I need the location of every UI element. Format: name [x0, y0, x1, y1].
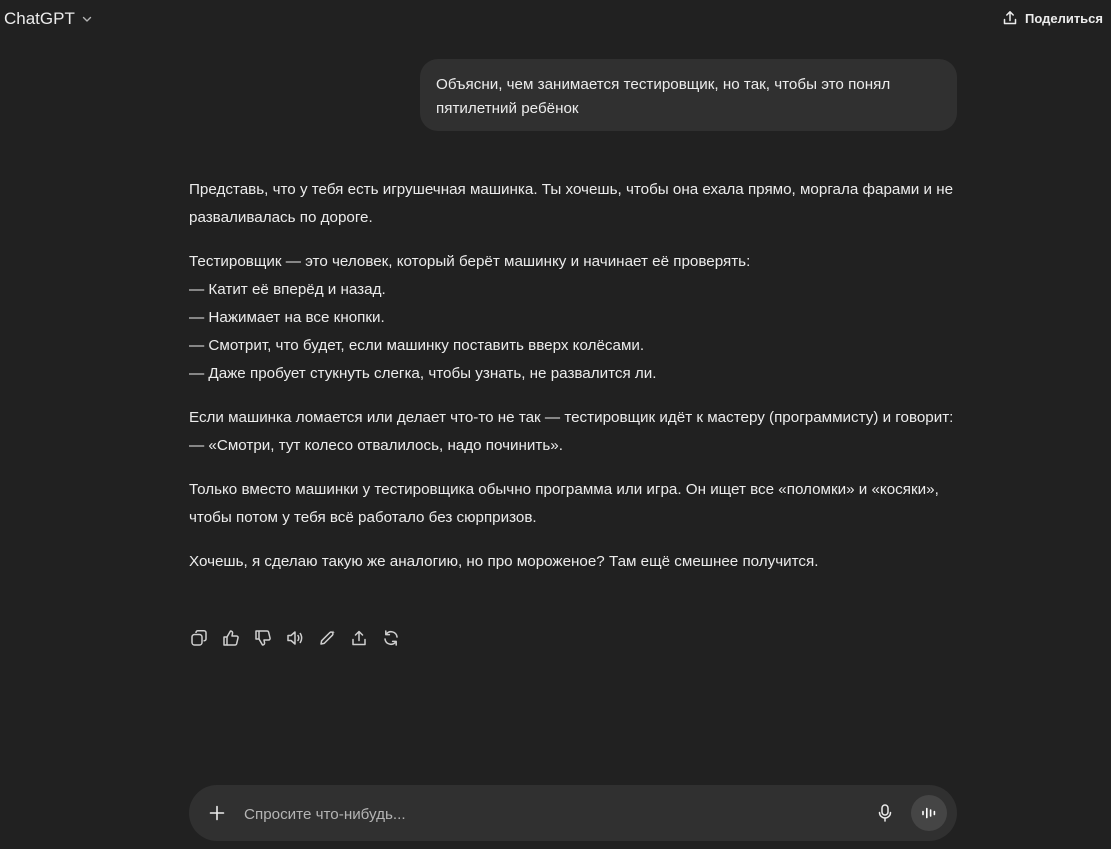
- prompt-input[interactable]: [242, 802, 846, 826]
- message-actions: [189, 628, 401, 648]
- edit-button[interactable]: [317, 628, 337, 648]
- list-intro: Тестировщик — это человек, который берёт машинку и начинает её проверять:: [189, 253, 751, 270]
- read-aloud-button[interactable]: [285, 628, 305, 648]
- voice-waveform-icon: [920, 804, 938, 822]
- thumbs-down-button[interactable]: [253, 628, 273, 648]
- assistant-paragraph: Хочешь, я сделаю такую же аналогию, но про мороженое? Там ещё смешнее получится.: [189, 553, 819, 570]
- share-icon: [350, 629, 368, 647]
- share-icon: [1002, 10, 1018, 26]
- user-message-bubble: [420, 59, 957, 131]
- assistant-paragraph: Только вместо машинки у тестировщика обычно программа или игра. Он ищет все «поломки» и «косяки», чтобы потом у тебя всё работало без сюрпризов.: [189, 481, 939, 526]
- read-aloud-icon: [286, 629, 304, 647]
- copy-button[interactable]: [189, 628, 209, 648]
- chevron-down-icon: [81, 13, 93, 25]
- thumbs-up-icon: [222, 629, 240, 647]
- composer: [189, 785, 957, 841]
- user-message-text: Объясни, чем занимается тестировщик, но так, чтобы это понял пятилетний ребёнок: [436, 76, 891, 117]
- list-item: — Катит её вперёд и назад.: [189, 281, 386, 298]
- list-item: — Нажимает на все кнопки.: [189, 309, 385, 326]
- plus-icon: [208, 804, 226, 822]
- dictate-button[interactable]: [875, 803, 895, 823]
- share-message-button[interactable]: [349, 628, 369, 648]
- assistant-message: [189, 176, 959, 592]
- regenerate-button[interactable]: [381, 628, 401, 648]
- attach-button[interactable]: [205, 801, 229, 825]
- list-item: — Смотрит, что будет, если машинку поставить вверх колёсами.: [189, 337, 645, 354]
- regenerate-icon: [382, 629, 400, 647]
- copy-icon: [190, 629, 208, 647]
- model-switcher[interactable]: [4, 9, 93, 29]
- voice-mode-button[interactable]: [911, 795, 947, 831]
- microphone-icon: [877, 804, 893, 822]
- top-bar: [0, 0, 1111, 42]
- list-item: — Даже пробует стукнуть слегка, чтобы узнать, не развалится ли.: [189, 365, 657, 382]
- assistant-paragraph: [189, 404, 959, 460]
- quote-line: — «Смотри, тут колесо отвалилось, надо починить».: [189, 437, 563, 454]
- assistant-paragraph: Представь, что у тебя есть игрушечная машинка. Ты хочешь, чтобы она ехала прямо, моргала фарами и не разваливалась по дороге.: [189, 181, 954, 226]
- thumbs-up-button[interactable]: [221, 628, 241, 648]
- share-button[interactable]: [1002, 10, 1103, 26]
- share-label: Поделиться: [1024, 10, 1103, 26]
- paragraph-text: Если машинка ломается или делает что-то не так — тестировщик идёт к мастеру (программисту) и говорит:: [189, 409, 954, 426]
- model-name: ChatGPT: [4, 9, 75, 28]
- assistant-paragraph-list: [189, 248, 959, 388]
- thumbs-down-icon: [254, 629, 272, 647]
- edit-icon: [318, 629, 336, 647]
